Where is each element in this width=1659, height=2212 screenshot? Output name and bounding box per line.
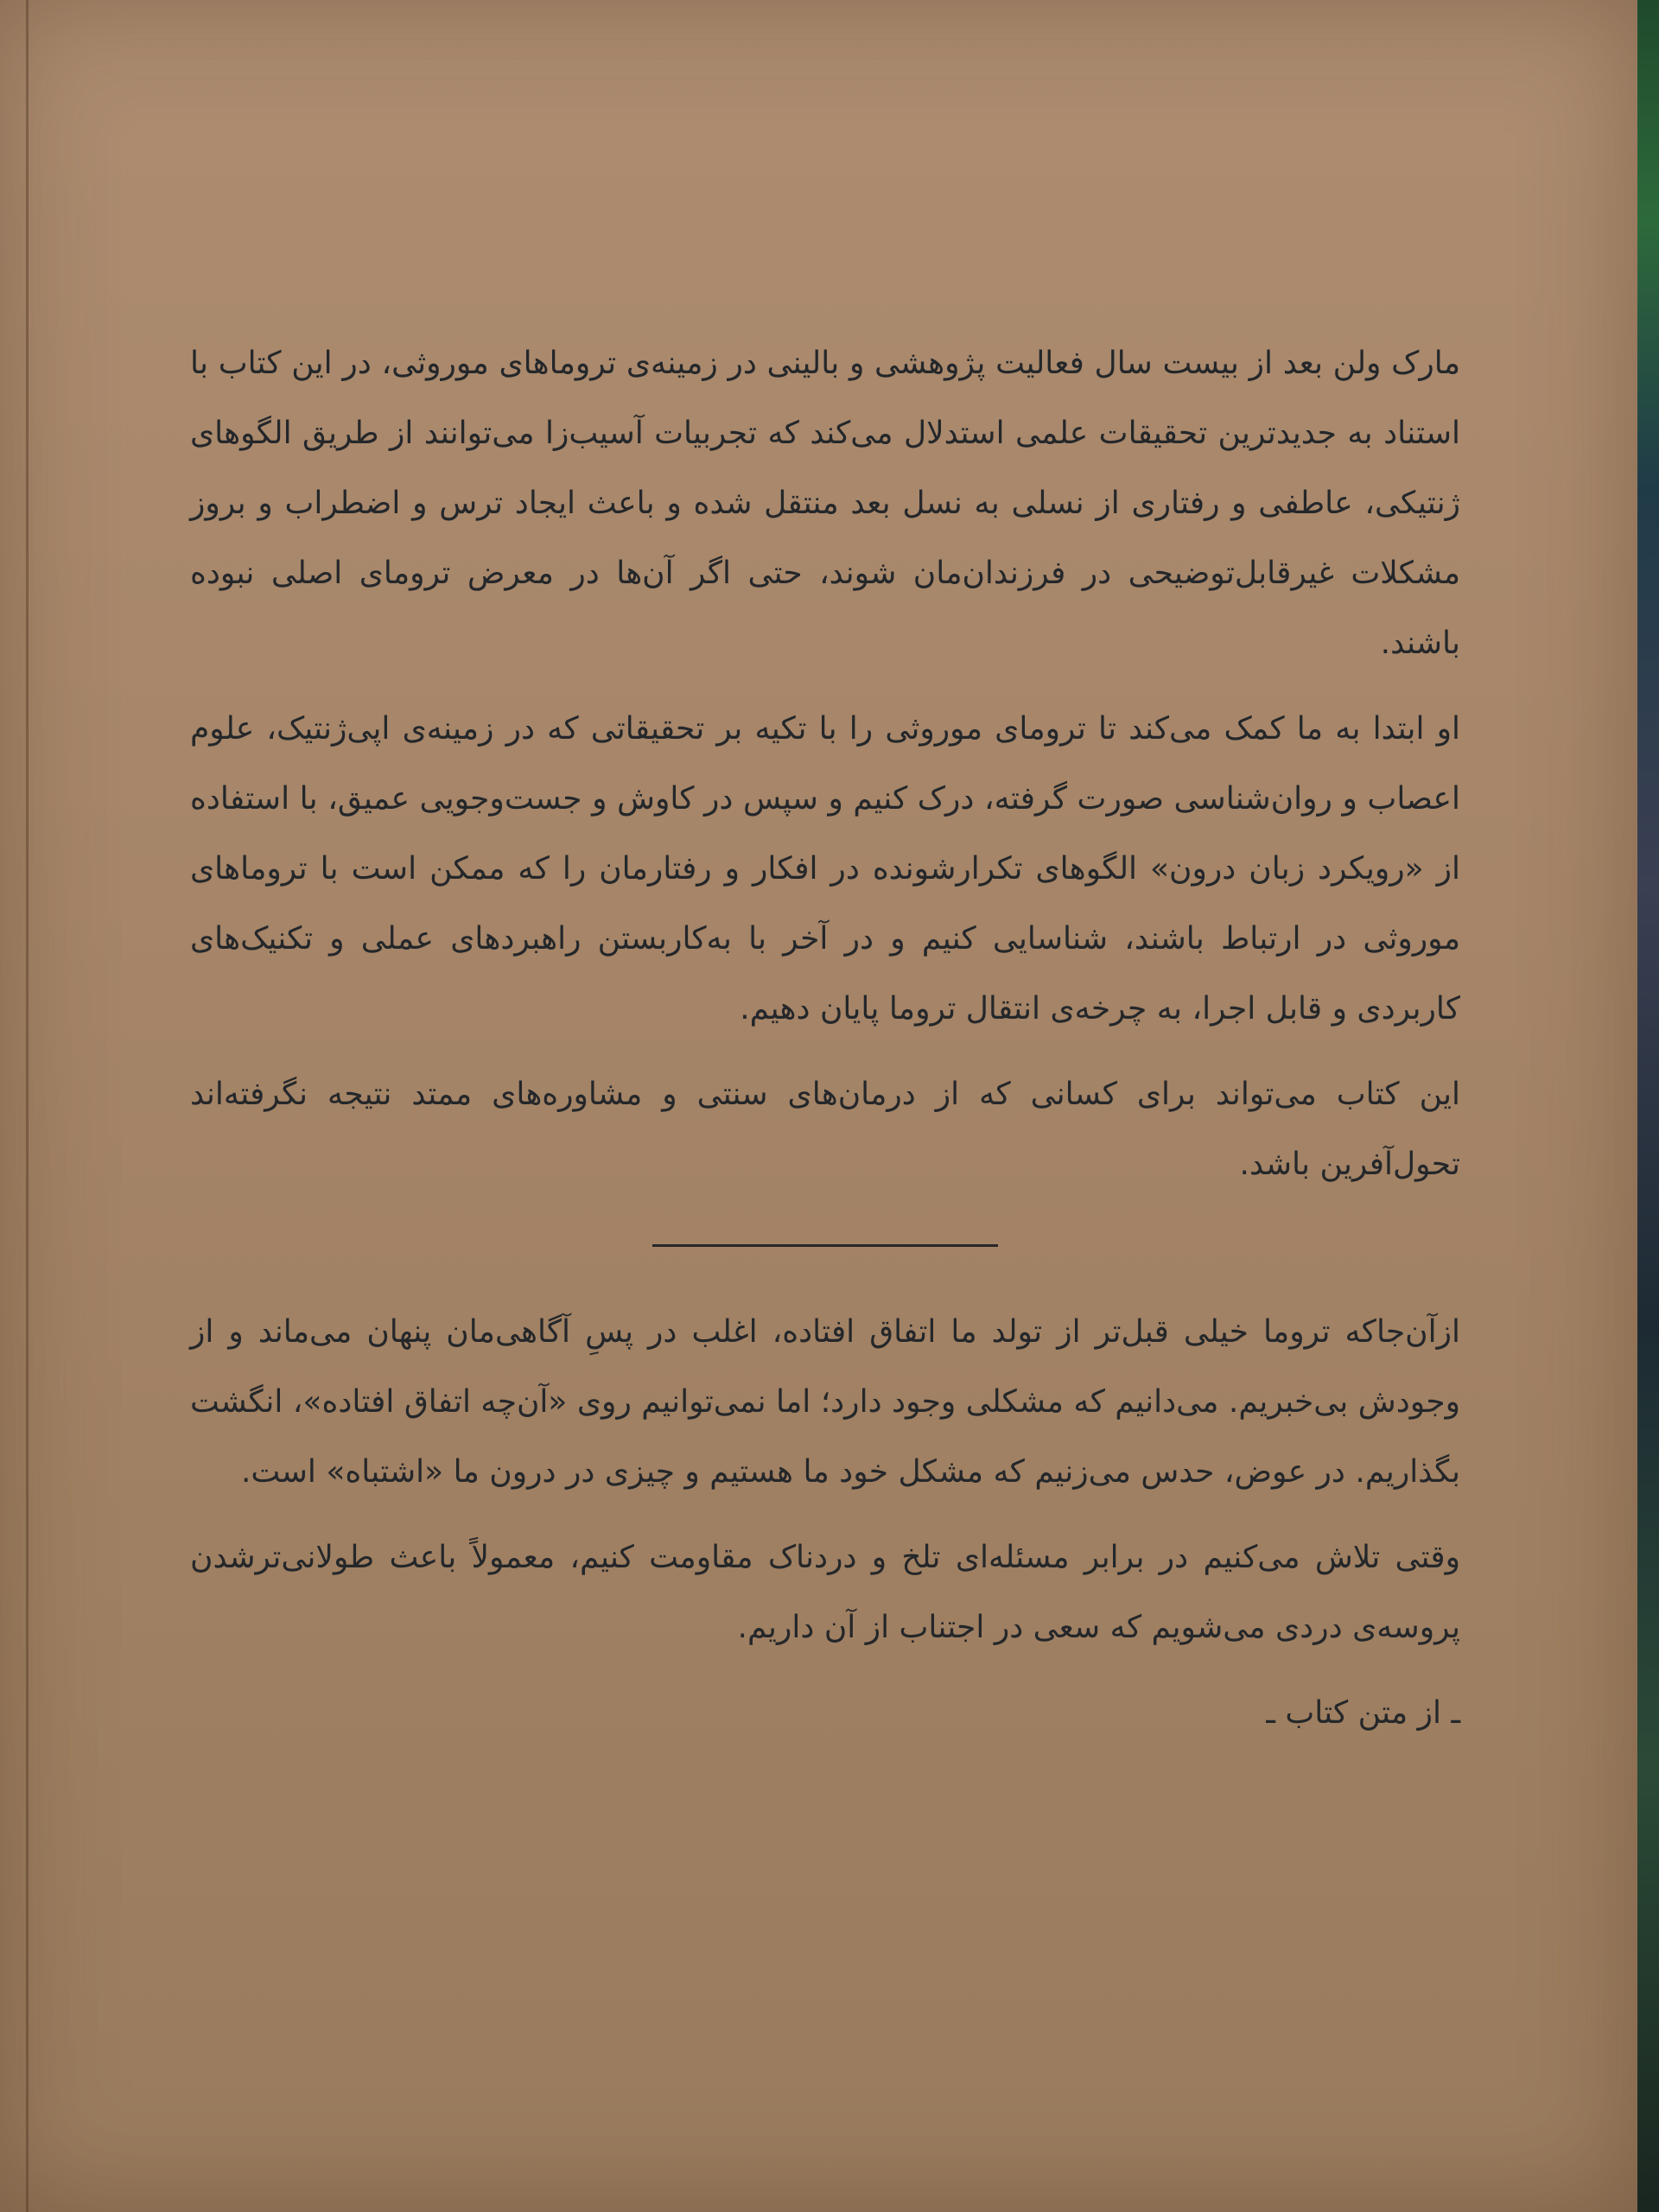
section-divider — [652, 1244, 998, 1247]
blurb-paragraph-2: او ابتدا به ما کمک می‌کند تا ترومای موروثی را با تکیه بر تحقیقاتی که در زمینه‌ی اپی‌ژنتیک، علوم اعصاب و روان‌شناسی صورت گرفته، درک کنیم و سپس در کاوش و جست‌وجویی عمیق، با استفاده از «رویکرد زبان درون» الگوهای تکرارشونده در افکار و رفتارمان را که ممکن است با تروماهای موروثی در ارتباط باشند، شناسایی کنیم و در آخر با به‌کاربستن راهبردهای عملی و تکنیک‌های کاربردی و قابل اجرا، به چرخه‌ی انتقال تروما پایان دهیم. — [190, 711, 1460, 1027]
excerpt-paragraph-1: ازآن‌جاکه تروما خیلی قبل‌تر از تولد ما اتفاق افتاده، اغلب در پسِ آگاهی‌مان پنهان می‌ماند و از وجودش بی‌خبریم. می‌دانیم که مشکلی وجود دارد؛ اما نمی‌توانیم روی «آن‌چه اتفاق افتاده»، انگشت بگذاریم. در عوض، حدس می‌زنیم که مشکل خود ما هستیم و چیزی در درون ما «اشتباه» است. — [190, 1314, 1460, 1490]
background-edge — [1637, 0, 1659, 2212]
excerpt-paragraph-2: وقتی تلاش می‌کنیم در برابر مسئله‌ای تلخ و دردناک مقاومت کنیم، معمولاً باعث طولانی‌ترشدن پروسه‌ی دردی می‌شویم که سعی در اجتناب از آن داریم. — [190, 1540, 1460, 1645]
excerpt-attribution: ـ از متن کتاب ـ — [1266, 1695, 1460, 1731]
blurb-paragraph-1: مارک ولن بعد از بیست سال فعالیت پژوهشی و بالینی در زمینه‌ی تروماهای موروثی، در این کتاب با استناد به جدیدترین تحقیقات علمی استدلال می‌کند که تجربیات آسیب‌زا می‌توانند از طریق الگوهای ژنتیکی، عاطفی و رفتاری از نسلی به نسل بعد منتقل شده و باعث ایجاد ترس و اضطراب و بروز مشکلات غیرقابل‌توضیحی در فرزندان‌مان شوند، حتی اگر آن‌ها در معرض ترومای اصلی نبوده باشند. — [190, 346, 1460, 661]
spine-crease — [26, 0, 29, 2212]
blurb-text-block — [190, 328, 1460, 1748]
excerpt-attribution-row — [190, 1678, 1460, 1748]
blurb-paragraph-3: این کتاب می‌تواند برای کسانی که از درمان‌های سنتی و مشاوره‌های ممتد نتیجه نگرفته‌اند تحول‌آفرین باشد. — [190, 1077, 1460, 1182]
